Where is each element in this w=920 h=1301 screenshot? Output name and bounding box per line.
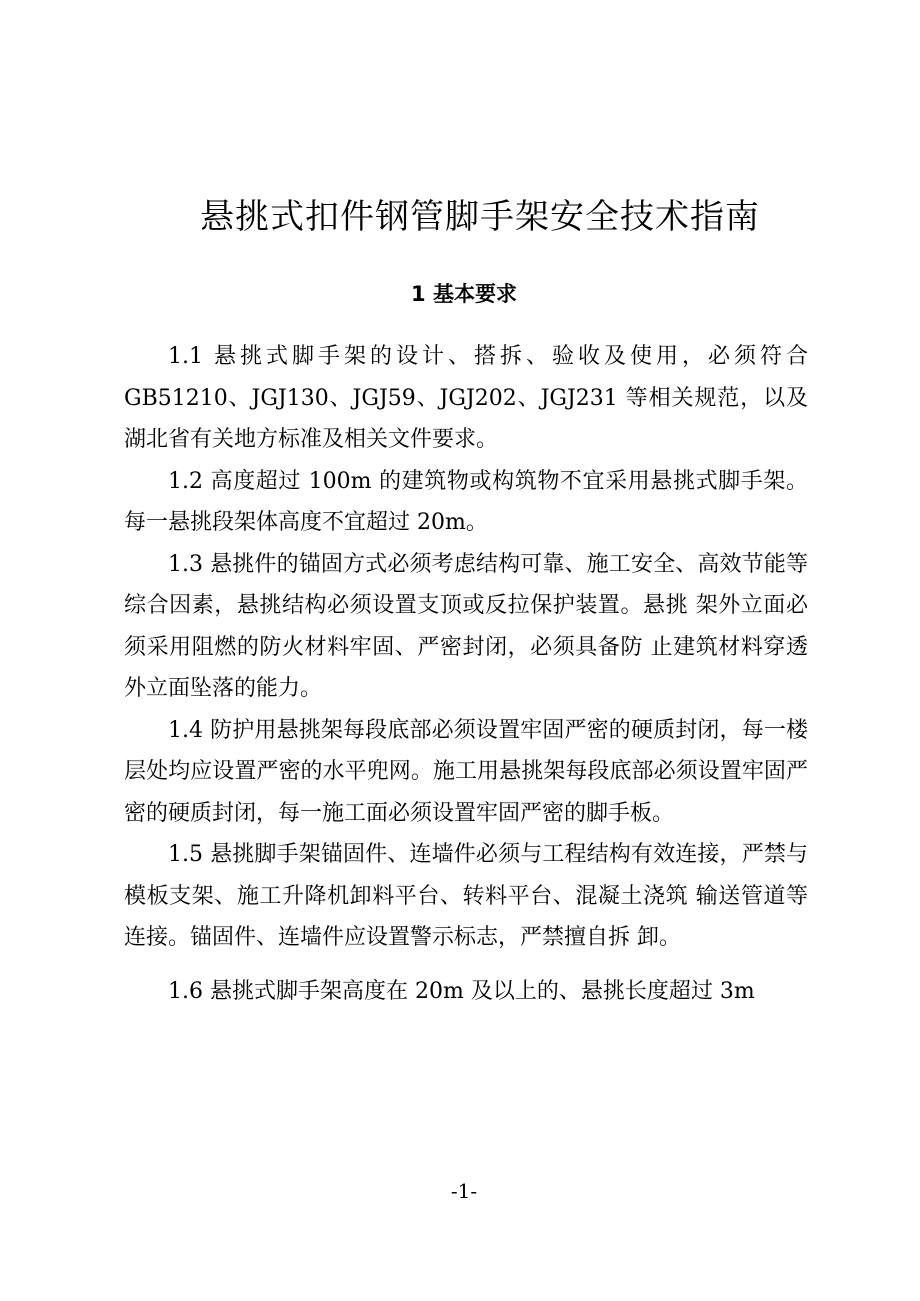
page-number: -1- bbox=[450, 1179, 478, 1203]
paragraph-1-3: 1.3 悬挑件的锚固方式必须考虑结构可靠、施工安全、高效节能等综合因素，悬挑结构必须设置支顶或反拉保护装置。悬挑 架外立面必须采用阻燃的防火材料牢固、严密封闭，必须具备防 止建筑材料穿透外立面坠落的能力。 bbox=[124, 551, 808, 701]
paragraph-1-4: 1.4 防护用悬挑架每段底部必须设置牢固严密的硬质封闭，每一楼层处均应设置严密的水平兜网。施工用悬挑架每段底部必须设置牢固严密的硬质封闭，每一施工面必须设置牢固严密的脚手板。 bbox=[124, 717, 808, 826]
document-body bbox=[124, 336, 808, 1012]
document-title: 悬挑式扣件钢管脚手架安全技术指南 bbox=[200, 197, 760, 237]
paragraph-1-6: 1.6 悬挑式脚手架高度在 20m 及以上的、悬挑长度超过 3m bbox=[168, 978, 755, 1004]
paragraph-1-2: 1.2 高度超过 100m 的建筑物或构筑物不宜采用悬挑式脚手架。每一悬挑段架体高度不宜超过 20m。 bbox=[124, 468, 808, 535]
paragraph-1-5: 1.5 悬挑脚手架锚固件、连墙件必须与工程结构有效连接，严禁与模板支架、施工升降机卸料平台、转料平台、混凝土浇筑 输送管道等连接。锚固件、连墙件应设置警示标志，严禁擅自拆 卸。 bbox=[124, 842, 808, 950]
section-heading: 1 基本要求 bbox=[411, 282, 517, 306]
paragraph-1-1: 1.1 悬挑式脚手架的设计、搭拆、验收及使用，必须符合 GB51210、JGJ130、JGJ59、JGJ202、JGJ231 等相关规范，以及湖北省有关地方标准及相关文件要求。 bbox=[124, 344, 808, 452]
